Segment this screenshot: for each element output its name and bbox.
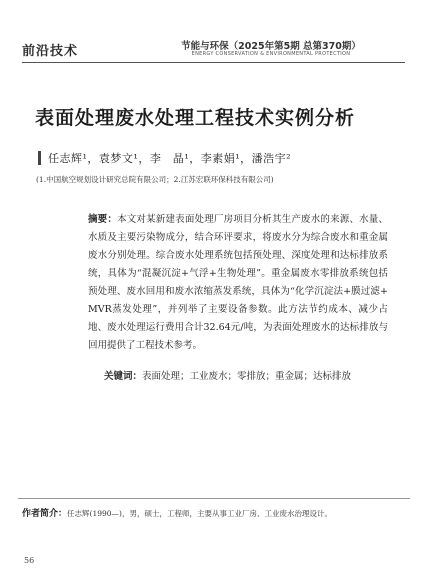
header-divider bbox=[22, 62, 405, 63]
author-intro-label: 作者简介： bbox=[22, 509, 68, 519]
page-number: 56 bbox=[24, 556, 35, 565]
keywords-text: 表面处理；工业废水；零排放；重金属；达标排放 bbox=[142, 371, 352, 382]
journal-title: 节能与环保（2025年第5期 总第370期） bbox=[181, 41, 361, 52]
abstract-label: 摘要： bbox=[88, 214, 118, 225]
author-intro-text: 任志辉(1990—)，男，硕士，工程师，主要从事工业厂房、工业废水治理设计。 bbox=[67, 509, 332, 518]
footer-divider bbox=[18, 498, 410, 499]
author-affiliation: (1.中国航空规划设计研究总院有限公司；2.江苏宏联环保科技有限公司) bbox=[36, 175, 274, 184]
author-intro bbox=[22, 506, 332, 519]
section-tag: 前沿技术 bbox=[22, 44, 79, 59]
article-authors: 任志辉¹，袁梦文¹，李 晶¹，李素娟¹，潘浩宇² bbox=[48, 152, 292, 165]
keywords-label: 关键词： bbox=[104, 371, 143, 382]
journal-title-en: ENERGY CONSERVATION & ENVIRONMENTAL PROTECTION bbox=[191, 51, 351, 57]
keywords bbox=[104, 368, 351, 382]
abstract bbox=[88, 211, 388, 355]
authors-marker bbox=[38, 151, 41, 165]
article-title: 表面处理废水处理工程技术实例分析 bbox=[35, 107, 356, 129]
abstract-text: 本文对某新建表面处理厂房项目分析其生产废水的来源、水量、水质及主要污染物成分，结合环评要求，将废水分为综合废水和重金属废水分别处理。综合废水处理系统包括预处理、深度处理和达标排放系统，具体为“混凝沉淀+气浮+生物处理”。重金属废水零排放系统包括预处理、废水回用和废水浓缩蒸发系统，具体为“化学沉淀法+膜过滤+MVR蒸发处理”，并列举了主要设备参数。此方法节约成本、减少占地、废水处理运行费用合计32.64元/吨，为表面处理废水的达标排放与回用提供了工程技术参考。 bbox=[88, 214, 388, 351]
